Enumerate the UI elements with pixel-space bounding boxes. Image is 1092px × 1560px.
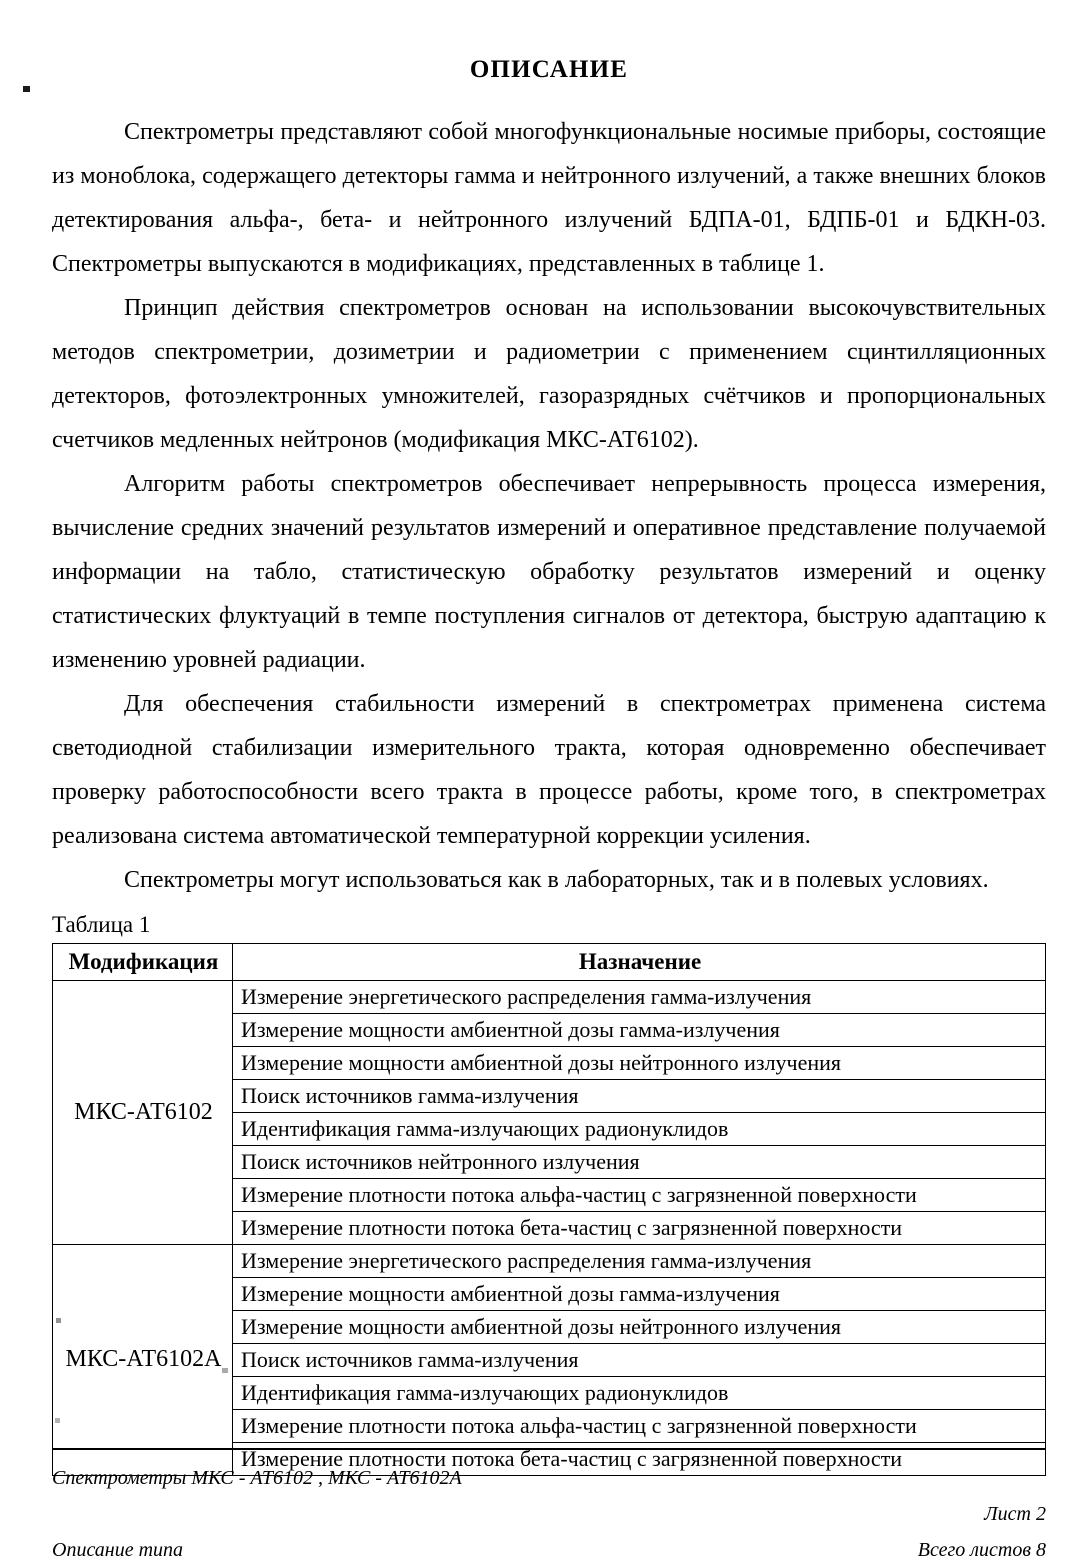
footer-doc-kind: Описание типа [52,1539,184,1560]
paragraph-1: Спектрометры представляют собой многофункциональные носимые приборы, состоящие из моноблока, содержащего детекторы гамма и нейтронного излучений, а также внешних блоков детектирования альфа-, бета- и нейтронного излучений БДПА-01, БДПБ-01 и БДКН-03. Спектрометры выпускаются в модификациях, представленных в таблице 1. [52,119,1046,277]
paragraph-5: Спектрометры могут использоваться как в лабораторных, так и в полевых условиях. [124,867,989,893]
footer-total-sheets: Всего листов 8 [917,1539,1046,1560]
table-row [53,1245,1046,1278]
footer-divider [52,1448,1046,1450]
page-footer [52,1448,1046,1560]
table-body [53,981,1046,1476]
scan-artifact-dot [23,86,30,92]
purpose-cell: Идентификация гамма-излучающих радионуклидов [233,1377,1046,1410]
purpose-cell: Измерение энергетического распределения гамма-излучения [233,1245,1046,1278]
column-header-modification: Модификация [53,944,233,981]
paragraph-3: Алгоритм работы спектрометров обеспечивает непрерывность процесса измерения, вычисление средних значений результатов измерений и оперативное представление получаемой информации на табло, статистическую обработку результатов измерений и оценку статистических флуктуаций в темпе поступления сигналов от детектора, быструю адаптацию к изменению уровней радиации. [52,471,1046,673]
footer-spacer [918,1460,1046,1496]
footer-instrument-line: Спектрометры МКС - АТ6102 , МКС - АТ6102А [52,1467,462,1489]
table-caption: Таблица 1 [52,912,151,937]
purpose-cell: Идентификация гамма-излучающих радионуклидов [233,1113,1046,1146]
column-header-purpose: Назначение [233,944,1046,981]
table-header-row [53,944,1046,981]
purpose-cell: Измерение плотности потока альфа-частиц с загрязненной поверхности [233,1179,1046,1212]
purpose-cell: Измерение плотности потока альфа-частиц с загрязненной поверхности [233,1410,1046,1443]
paragraph-4: Для обеспечения стабильности измерений в спектрометрах применена система светодиодной стабилизации измерительного тракта, которая одновременно обеспечивает проверку работоспособности всего тракта в процессе работы, кроме того, в спектрометрах реализована система автоматической температурной коррекции усиления. [52,691,1046,849]
footer-spacer [52,1496,462,1532]
purpose-cell: Измерение мощности амбиентной дозы нейтронного излучения [233,1047,1046,1080]
footer-sheet-number: Лист 2 [984,1503,1046,1525]
modifications-table [52,943,1046,1476]
table-row [53,981,1046,1014]
purpose-cell: Измерение плотности потока бета-частиц с загрязненной поверхности [233,1443,1046,1476]
modification-cell: МКС-АТ6102 [53,981,233,1245]
purpose-cell: Поиск источников нейтронного излучения [233,1146,1046,1179]
paragraph-2: Принцип действия спектрометров основан на использовании высокочувствительных методов спектрометрии, дозиметрии и радиометрии с применением сцинтилляционных детекторов, фотоэлектронных умножителей, газоразрядных счётчиков и пропорциональных счетчиков медленных нейтронов (модификация МКС-АТ6102). [52,295,1046,453]
purpose-cell: Измерение мощности амбиентной дозы гамма-излучения [233,1278,1046,1311]
purpose-cell: Измерение энергетического распределения гамма-излучения [233,981,1046,1014]
document-body [52,0,1046,1476]
purpose-cell: Измерение плотности потока бета-частиц с загрязненной поверхности [233,1212,1046,1245]
page-title: ОПИСАНИЕ [469,56,629,83]
purpose-cell: Поиск источников гамма-излучения [233,1344,1046,1377]
purpose-cell: Измерение мощности амбиентной дозы нейтронного излучения [233,1311,1046,1344]
modification-cell: МКС-АТ6102А [53,1245,233,1476]
table-head [53,944,1046,981]
purpose-cell: Поиск источников гамма-излучения [233,1080,1046,1113]
purpose-cell: Измерение мощности амбиентной дозы гамма-излучения [233,1014,1046,1047]
